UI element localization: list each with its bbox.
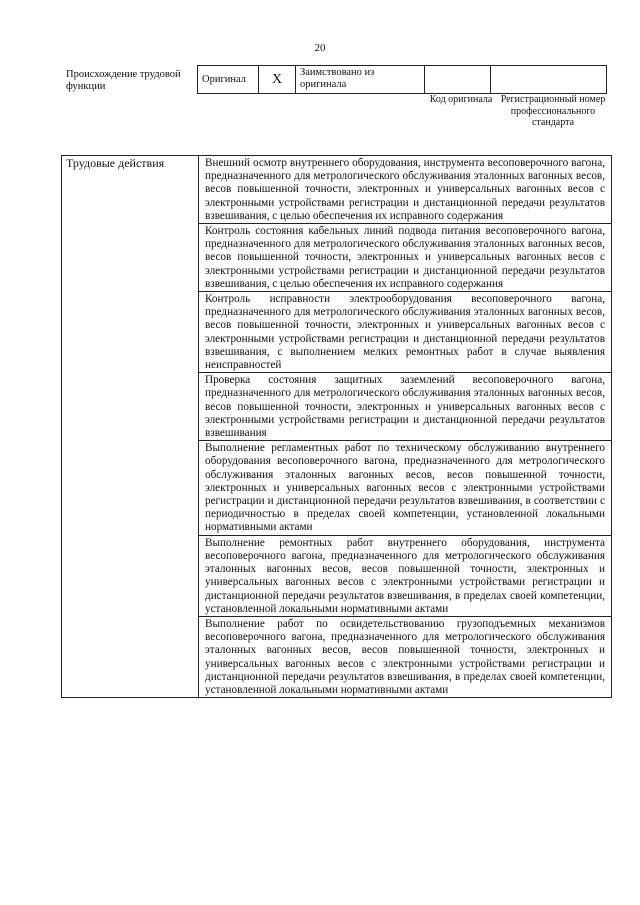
action-item: Контроль состояния кабельных линий подвода питания весоповерочного вагона, предназначенного для метрологического обслуживания эталонных вагонных весов, весов повышенной точности, электронных и универсальных вагонных весов с электронными устройствами регистрации и дистанционной передачи результатов взвешивания, с целью обеспечения их исправного содержания xyxy=(199,224,612,292)
action-item: Проверка состояния защитных заземлений весоповерочного вагона, предназначенного для метрологического обслуживания эталонных вагонных весов, весов повышенной точности, электронных и универсальных вагонных весов с электронными устройствами регистрации и дистанционной передачи результатов взвешивания xyxy=(199,373,612,441)
action-item: Выполнение ремонтных работ внутреннего оборудования, инструмента весоповерочного вагона, предназначенного для метрологического обслуживания эталонных вагонных весов, весов повышенной точности, электронных и универсальных вагонных весов с электронными устройствами регистрации и дистанционной передачи результатов взвешивания, в пределах своей компетенции, установленной локальными нормативными актами xyxy=(199,535,612,616)
reg-caption: Регистрационный номер профессионального стандарта xyxy=(500,94,606,128)
origin-label: Происхождение трудовой функции xyxy=(66,69,181,92)
reg-number-cell xyxy=(491,66,607,94)
code-cell xyxy=(425,66,491,94)
action-item: Выполнение регламентных работ по техническому обслуживанию внутреннего оборудования весоповерочного вагона, предназначенного для метрологического обслуживания эталонных вагонных весов, весов повышенной точности, электронных и универсальных вагонных весов с электронными устройствами регистрации и дистанционной передачи результатов взвешивания, в соответствии с периодичностью в пределах своей компетенции, установленной локальными нормативными актами xyxy=(199,441,612,535)
original-mark: X xyxy=(259,66,296,94)
origin-table xyxy=(197,65,607,94)
borrowed-cell: Заимствовано из оригинала xyxy=(296,66,425,94)
page-number: 20 xyxy=(314,42,326,54)
original-cell: Оригинал xyxy=(198,66,259,94)
code-caption: Код оригинала xyxy=(429,94,493,105)
action-item: Контроль исправности электрооборудования весоповерочного вагона, предназначенного для метрологического обслуживания эталонных вагонных весов, весов повышенной точности, электронных и универсальных вагонных весов с электронными устройствами регистрации и дистанционной передачи результатов взвешивания, с выполнением мелких ремонтных работ в случае выявления неисправностей xyxy=(199,292,612,373)
labor-actions-table xyxy=(61,155,612,698)
action-item: Внешний осмотр внутреннего оборудования, инструмента весоповерочного вагона, предназначенного для метрологического обслуживания эталонных вагонных весов, весов повышенной точности, электронных и универсальных вагонных весов с электронными устройствами регистрации и дистанционной передачи результатов взвешивания, с целью обеспечения их исправного содержания xyxy=(199,156,612,224)
action-item: Выполнение работ по освидетельствованию грузоподъемных механизмов весоповерочного вагона, предназначенного для метрологического обслуживания эталонных вагонных весов, весов повышенной точности, электронных и универсальных вагонных весов с электронными устройствами регистрации и дистанционной передачи результатов взвешивания, в пределах своей компетенции, установленной локальными нормативными актами xyxy=(199,616,612,697)
table-row xyxy=(62,156,612,224)
labor-actions-label: Трудовые действия xyxy=(62,156,199,698)
